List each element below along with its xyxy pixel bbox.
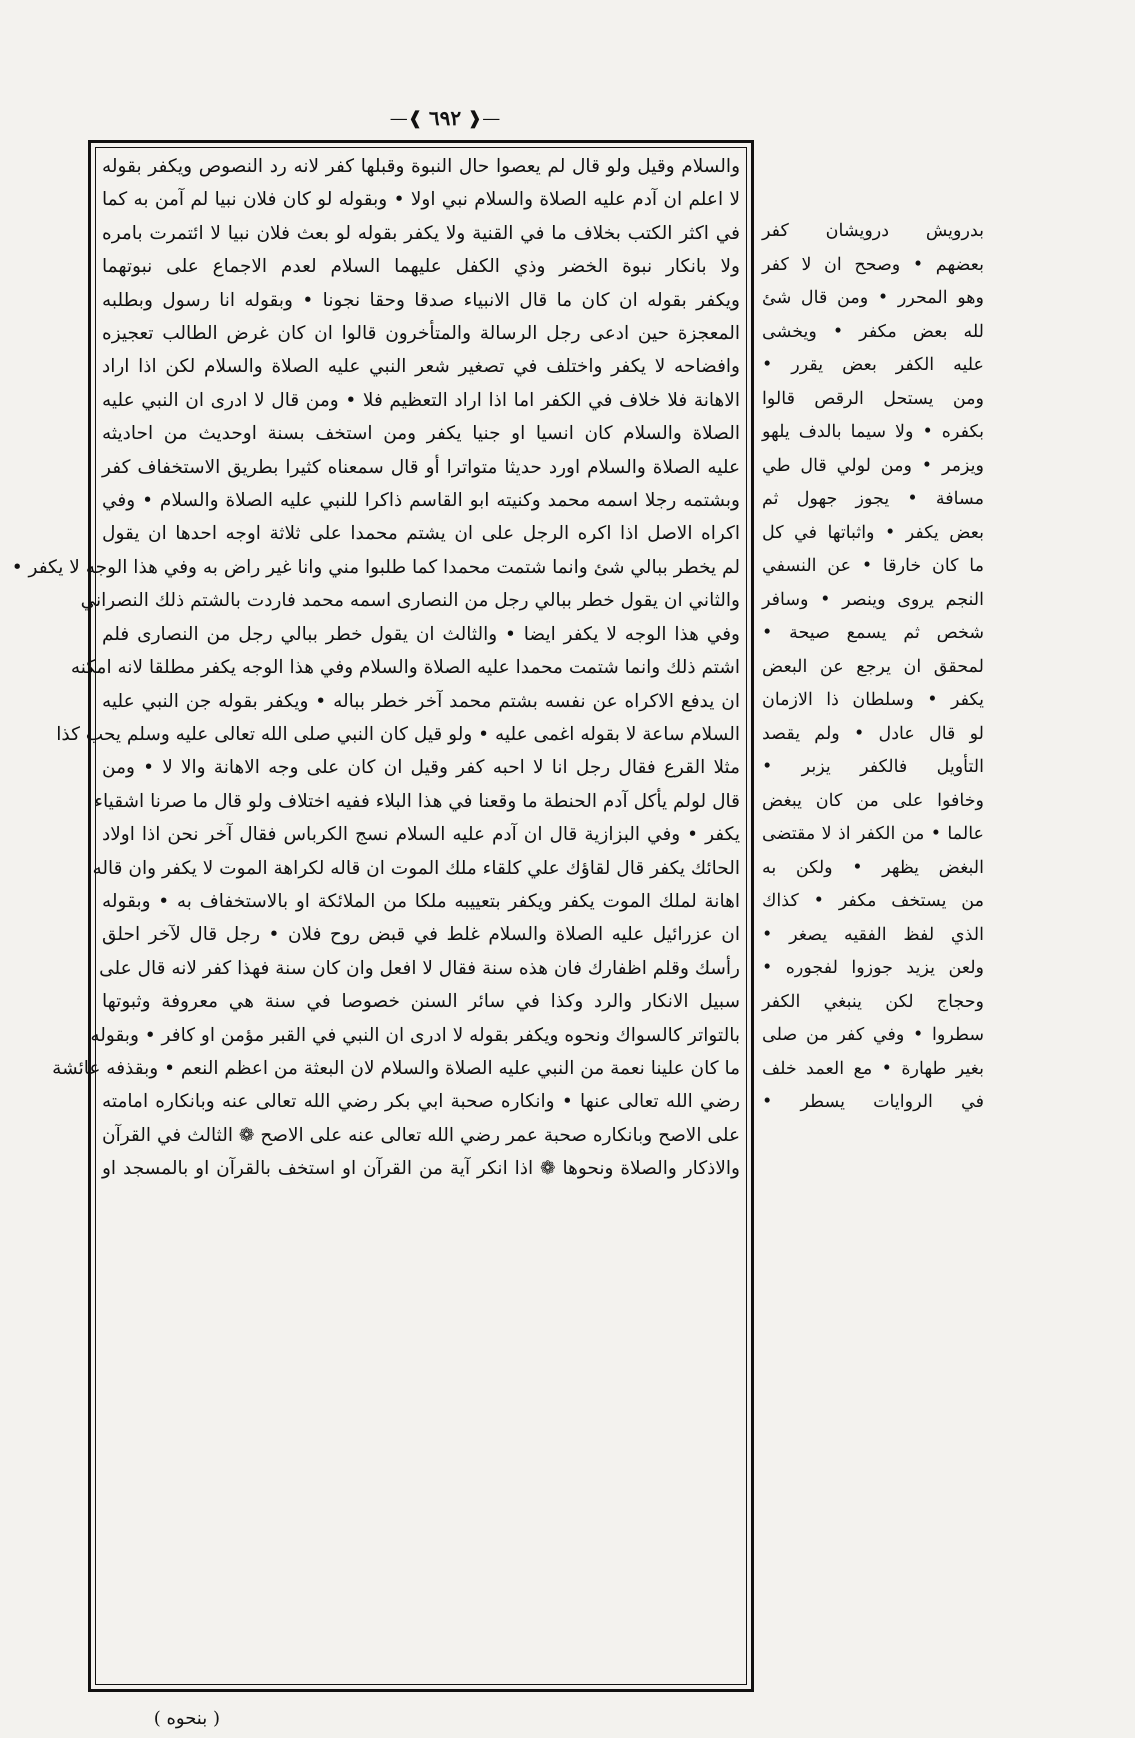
- main-text-line: المعجزة حين ادعى رجل الرسالة والمتأخرون قالوا ان كان غرض الطالب تعجيزه: [102, 323, 740, 345]
- main-text-line: على الاصح وبانكاره صحبة عمر رضي الله تعالى عنه على الاصح ❁ الثالث في القرآن: [102, 1124, 740, 1146]
- margin-text-line: ولعن يزيد جوزوا لفجوره •: [762, 958, 984, 978]
- margin-commentary: [762, 215, 984, 1215]
- margin-text-line: التأويل فالكفر يزبر •: [762, 757, 984, 777]
- ornament-right-icon: ❱—: [467, 107, 501, 129]
- main-text-line: لا اعلم ان آدم عليه الصلاة والسلام نبي اولا • وبقوله لو كان فلان نبيا لم آمن به كما: [102, 189, 740, 211]
- margin-text-line: الذي لفظ الفقيه يصغر •: [762, 924, 984, 945]
- main-text-line: ان يدفع الاكراه عن نفسه بشتم محمد آخر خطر بباله • ويكفر بقوله جن النبي عليه: [102, 690, 740, 712]
- margin-text-line: من يستخف مكفر • كذاك: [762, 891, 984, 911]
- main-text-line: والسلام وقيل ولو قال لم يعصوا حال النبوة وقبلها كفر لانه رد النصوص ويكفر بقوله: [102, 156, 740, 177]
- page-number: ٦٩٢: [428, 106, 462, 130]
- main-text-line: السلام ساعة لا بقوله اغمى عليه • ولو قيل كان النبي صلى الله تعالى عليه وسلم يحب كذا: [56, 723, 740, 745]
- catchword: ( بنحوه ): [153, 1708, 220, 1729]
- margin-text-line: البغض يظهر • ولكن به: [762, 857, 984, 878]
- margin-text-line: في الروايات يسطر •: [762, 1092, 984, 1112]
- main-text-block: [11, 150, 740, 1685]
- main-text-line: ما كان علينا نعمة من النبي عليه الصلاة والسلام لان البعثة من اعظم النعم • وبقذفه عائشة: [52, 1057, 740, 1079]
- margin-text-line: عالما • من الكفر اذ لا مقتضى: [762, 824, 984, 844]
- main-text-line: رضي الله تعالى عنها • وانكاره صحبة ابي بكر رضي الله تعالى عنه وبانكاره امامته: [102, 1091, 740, 1113]
- margin-text-line: ما كان خارقا • عن النسفي: [762, 556, 984, 576]
- main-text-line: رأسك وقلم اظفارك فان هذه سنة فقال لا افعل وان كان سنة فهذا كفر لانه قال على: [99, 957, 740, 979]
- main-text-line: مثلا القرع فقال رجل انا لا احبه كفر وقيل ان كان على وجه الاهانة والا لا • ومن: [102, 757, 740, 779]
- margin-text-line: وحجاج لكن ينبغي الكفر: [762, 991, 984, 1012]
- main-text-line: الاهانة فلا خلاف في الكفر اما اذا اراد التعظيم فلا • ومن قال لا ادرى ان النبي عليه: [102, 389, 740, 411]
- main-text-line: الصلاة والسلام كان انسيا او جنيا يكفر ومن استخف بسنة اوحديث من احاديثه: [102, 423, 740, 445]
- margin-text-line: شخص ثم يسمع صيحة •: [762, 623, 984, 643]
- main-text-line: وافضاحه لا يكفر واختلف في تصغير شعر النبي عليه الصلاة والسلام لكن اذا اراد: [102, 356, 740, 378]
- main-text-line: والثاني ان يقول خطر ببالي رجل من النصارى اسمه محمد فاردت بالشتم ذلك النصراني: [80, 590, 740, 612]
- margin-text-line: ومن يستحل الرقص قالوا: [762, 388, 984, 409]
- margin-text-line: عليه الكفر بعض يقرر •: [762, 355, 984, 375]
- margin-text-line: مسافة • يجوز جهول ثم: [762, 489, 984, 509]
- main-text-line: الحائك يكفر قال لقاؤك علي كلقاء ملك الموت ان قاله لكراهة الموت لا يكفر وان قاله: [92, 857, 740, 879]
- margin-text-line: بعض يكفر • واثباتها في كل: [762, 522, 984, 543]
- page-number-ornament: [375, 100, 515, 136]
- margin-text-line: بعضهم • وصحح ان لا كفر: [762, 254, 984, 275]
- margin-text-line: بدرويش درويشان كفر: [762, 221, 984, 241]
- margin-text-line: بكفره • ولا سيما بالدف يلهو: [762, 422, 984, 442]
- main-text-line: اكراه الاصل اذا اكره الرجل على ان يشتم محمدا على ثلاثة اوجه احدها ان يقول: [102, 523, 740, 545]
- margin-text-line: يكفر • وسلطان ذا الازمان: [762, 690, 984, 710]
- main-text-line: قال لولم يأكل آدم الحنطة ما وقعنا في هذا البلاء ففيه اختلاف ولو قال ما صرنا اشقياء: [94, 790, 740, 812]
- main-text-line: اهانة لملك الموت يكفر ويكفر بتعييبه ملكا من الملائكة او بالاستخفاف به • وبقوله: [102, 890, 740, 912]
- margin-text-line: بغير طهارة • مع العمد خلف: [762, 1058, 984, 1079]
- main-text-line: والاذكار والصلاة ونحوها ❁ اذا انكر آية من القرآن او استخف بالقرآن او بالمسجد او: [102, 1158, 740, 1180]
- main-text-line: وفي هذا الوجه لا يكفر ايضا • والثالث ان يقول خطر ببالي رجل من النصارى فلم: [102, 623, 740, 645]
- main-text-line: ويكفر بقوله ان كان ما قال الانبياء صدقا وحقا نجونا • وبقوله انا رسول وبطلبه: [102, 289, 740, 311]
- margin-text-line: لمحقق ان يرجع عن البعض: [762, 656, 984, 677]
- margin-text-line: سطروا • وفي كفر من صلى: [762, 1025, 984, 1045]
- main-text-line: ان عزرائيل عليه الصلاة والسلام غلط في قبض روح فلان • رجل قال لآخر احلق: [102, 924, 740, 946]
- main-text-line: لم يخطر ببالي شئ وانما شتمت محمدا كما طلبوا مني وانا غير راض به وفي هذا الوجه لا يكفر •: [11, 556, 740, 578]
- main-text-line: سبيل الانكار والرد وكذا في سائر السنن خصوصا في سنة هي معروفة وثبوتها: [102, 991, 740, 1013]
- main-text-line: وبشتمه رجلا اسمه محمد وكنيته ابو القاسم ذاكرا للنبي عليه الصلاة والسلام • وفي: [102, 490, 740, 512]
- margin-text-line: وهو المحرر • ومن قال شئ: [762, 288, 984, 308]
- main-text-line: ولا بانكار نبوة الخضر وذي الكفل عليهما السلام لعدم الاجماع على نبوتهما: [102, 256, 740, 278]
- margin-text-line: لو قال عادل • ولم يقصد: [762, 723, 984, 744]
- margin-text-line: لله بعض مكفر • ويخشى: [762, 321, 984, 342]
- main-text-line: اشتم ذلك وانما شتمت محمدا عليه الصلاة والسلام وفي هذا الوجه يكفر مطلقا لانه امكنه: [70, 657, 740, 679]
- main-text-line: في اكثر الكتب بخلاف ما في القنية ولا يكفر بقوله لو بعث فلان نبيا لا ائتمرت بامره: [102, 222, 740, 244]
- main-text-line: يكفر • وفي البزازية قال ان آدم عليه السلام نسج الكرباس فقال آخر نحن اذا اولاد: [102, 824, 740, 846]
- margin-text-line: ويزمر • ومن لولي قال طي: [762, 455, 984, 476]
- margin-text-line: وخافوا على من كان يبغض: [762, 790, 984, 811]
- ornament-left-icon: —❰: [389, 107, 423, 129]
- main-text-line: عليه الصلاة والسلام اورد حديثا متواترا أو قال سمعناه كثيرا بطريق الاستخفاف كفر: [102, 456, 740, 478]
- margin-text-line: النجم يروى وينصر • وسافر: [762, 589, 984, 610]
- main-text-line: بالتواتر كالسواك ونحوه ويكفر بقوله لا ادرى ان النبي في القبر مؤمن او كافر • وبقوله: [90, 1024, 740, 1046]
